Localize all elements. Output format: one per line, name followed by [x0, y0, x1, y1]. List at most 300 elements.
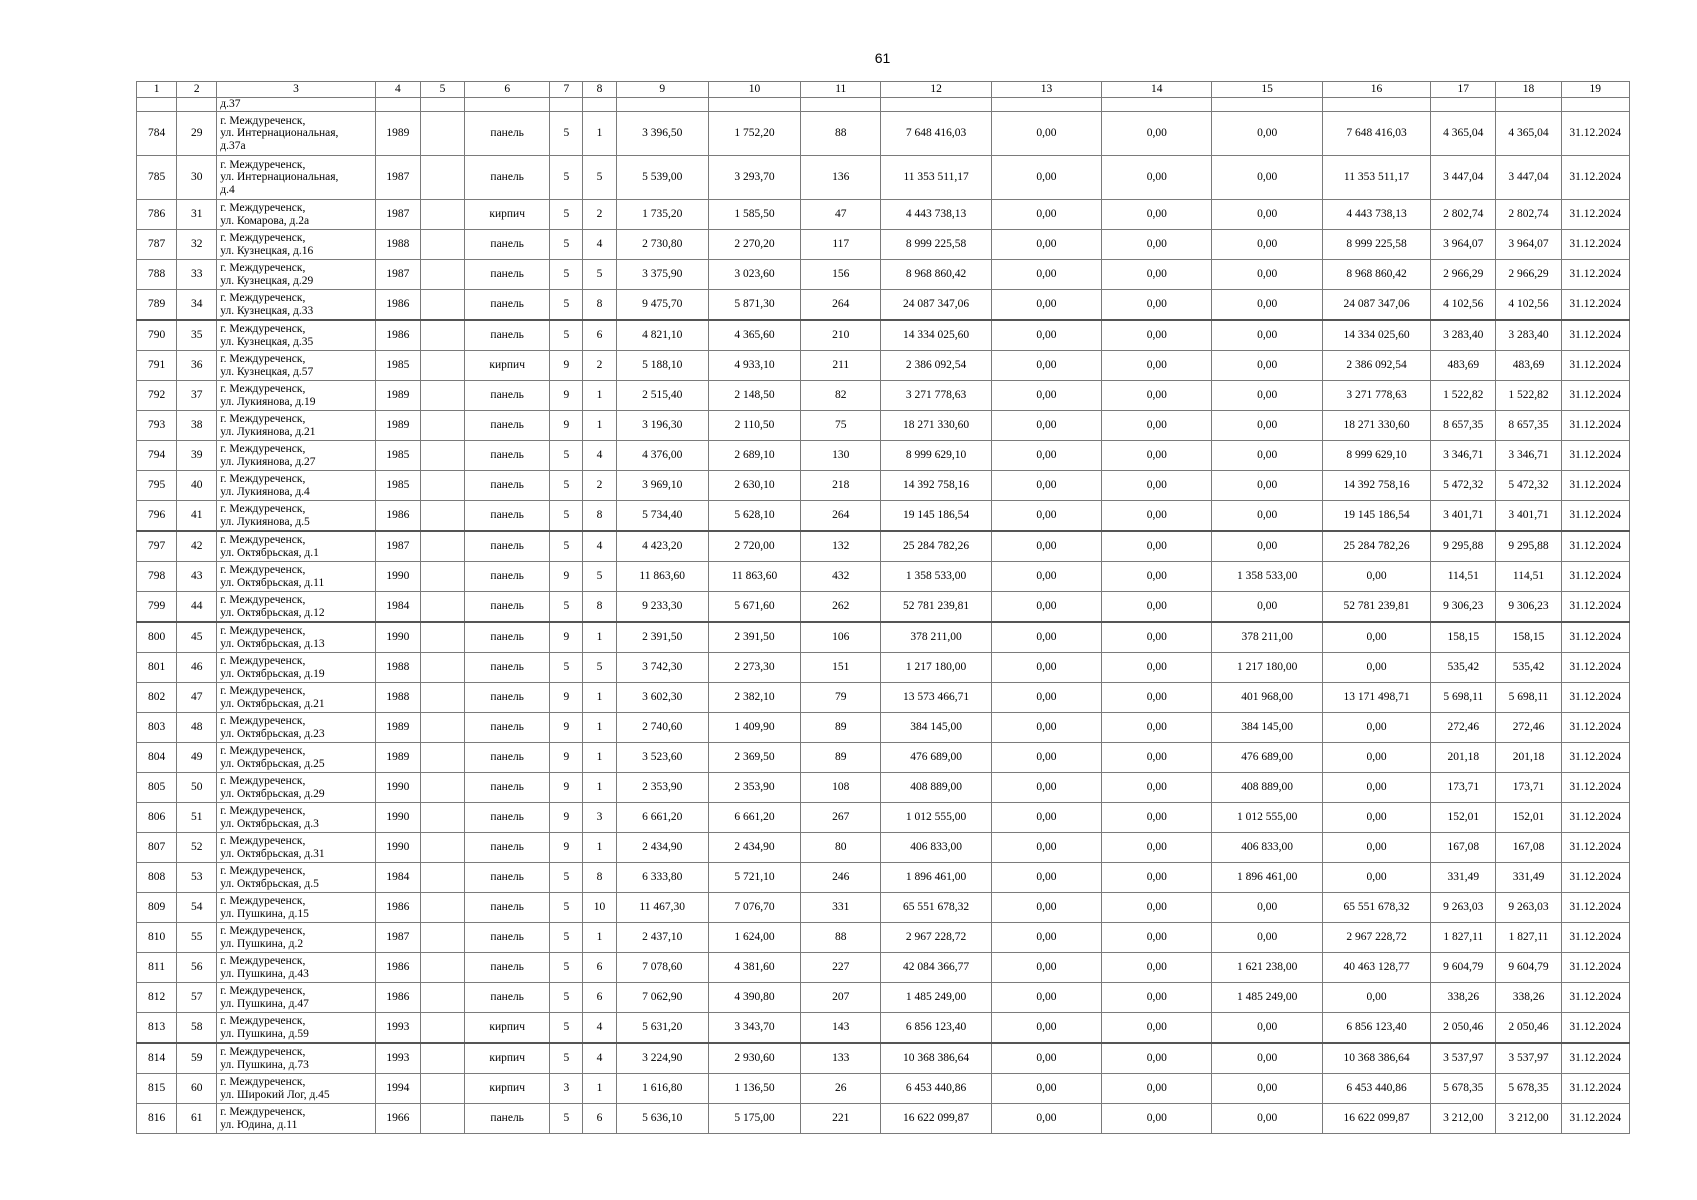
table-cell: 31.12.2024	[1561, 471, 1629, 501]
table-cell: 10	[583, 893, 616, 923]
page-number: 61	[874, 50, 891, 66]
table-cell: 4 443 738,13	[881, 200, 991, 230]
table-cell: 6	[583, 983, 616, 1013]
table-cell: 1 827,11	[1496, 923, 1561, 953]
table-cell: 31.12.2024	[1561, 260, 1629, 290]
table-cell: 2 270,20	[708, 230, 800, 260]
table-cell: 0,00	[1102, 1104, 1212, 1134]
table-cell: 2 369,50	[708, 743, 800, 773]
table-cell: 1993	[375, 1043, 420, 1074]
table-row	[137, 411, 1630, 441]
address-cell: г. Междуреченск, ул. Пушкина, д.15	[217, 893, 376, 923]
table-cell: 1 896 461,00	[881, 863, 991, 893]
table-cell: 16 622 099,87	[1322, 1104, 1430, 1134]
table-cell: 4 423,20	[616, 531, 708, 562]
table-cell: 815	[137, 1074, 177, 1104]
table-cell: 1	[583, 743, 616, 773]
table-cell: 1966	[375, 1104, 420, 1134]
table-cell: 786	[137, 200, 177, 230]
table-cell: 5 698,11	[1431, 683, 1496, 713]
table-cell: 795	[137, 471, 177, 501]
table-cell: 2 050,46	[1431, 1013, 1496, 1044]
table-cell: 535,42	[1431, 653, 1496, 683]
table-cell: 803	[137, 713, 177, 743]
table-cell: 31.12.2024	[1561, 1104, 1629, 1134]
table-cell: 60	[177, 1074, 217, 1104]
table-cell: 0,00	[1102, 531, 1212, 562]
table-cell: 11 353 511,17	[1322, 156, 1430, 200]
table-cell	[420, 953, 464, 983]
table-cell: 3 375,90	[616, 260, 708, 290]
table-cell: 19 145 186,54	[881, 501, 991, 532]
table-cell	[420, 320, 464, 351]
table-cell: 406 833,00	[881, 833, 991, 863]
table-cell: 0,00	[991, 863, 1101, 893]
table-cell: 790	[137, 320, 177, 351]
table-cell: 3 271 778,63	[1322, 381, 1430, 411]
table-cell: панель	[465, 471, 550, 501]
table-cell: 535,42	[1496, 653, 1561, 683]
table-cell: 1	[583, 773, 616, 803]
table-cell: 798	[137, 562, 177, 592]
table-cell: 0,00	[1102, 562, 1212, 592]
table-cell: 0,00	[1102, 743, 1212, 773]
table-cell: 5 871,30	[708, 290, 800, 321]
table-cell	[420, 592, 464, 623]
table-cell: 5	[550, 531, 583, 562]
table-cell: 4 933,10	[708, 351, 800, 381]
table-cell: 3 271 778,63	[881, 381, 991, 411]
table-cell: 1988	[375, 230, 420, 260]
table-cell	[420, 622, 464, 653]
address-cell: г. Междуреченск, ул. Пушкина, д.47	[217, 983, 376, 1013]
table-cell: 791	[137, 351, 177, 381]
table-cell: 9	[550, 381, 583, 411]
table-cell: 59	[177, 1043, 217, 1074]
table-row	[137, 653, 1630, 683]
table-cell: 8 968 860,42	[1322, 260, 1430, 290]
table-cell: 1 616,80	[616, 1074, 708, 1104]
table-cell: 40 463 128,77	[1322, 953, 1430, 983]
table-cell: 11 863,60	[616, 562, 708, 592]
table-cell: 3 396,50	[616, 112, 708, 156]
column-number-header: 7	[550, 82, 583, 98]
table-cell: 5 188,10	[616, 351, 708, 381]
address-cell: г. Междуреченск, ул. Широкий Лог, д.45	[217, 1074, 376, 1104]
table-cell: 0,00	[1102, 803, 1212, 833]
table-cell: 45	[177, 622, 217, 653]
table-cell: 35	[177, 320, 217, 351]
table-cell: 4	[583, 230, 616, 260]
table-cell: 65 551 678,32	[1322, 893, 1430, 923]
table-cell: 0,00	[1212, 1013, 1322, 1044]
table-cell: 47	[801, 200, 881, 230]
table-cell: 0,00	[991, 381, 1101, 411]
table-row	[137, 622, 1630, 653]
table-cell: 2 967 228,72	[1322, 923, 1430, 953]
address-cell: г. Междуреченск, ул. Пушкина, д.43	[217, 953, 376, 983]
table-cell: 6 661,20	[616, 803, 708, 833]
table-cell: панель	[465, 501, 550, 532]
address-cell: г. Междуреченск, ул. Октябрьская, д.29	[217, 773, 376, 803]
table-cell: 0,00	[1322, 833, 1430, 863]
table-row	[137, 441, 1630, 471]
table-cell: 5	[550, 893, 583, 923]
table-cell: 89	[801, 743, 881, 773]
table-cell: 0,00	[991, 653, 1101, 683]
table-cell: 31.12.2024	[1561, 893, 1629, 923]
table-cell: 9	[550, 803, 583, 833]
table-cell: 5 698,11	[1496, 683, 1561, 713]
table-cell: 33	[177, 260, 217, 290]
table-cell: 2 730,80	[616, 230, 708, 260]
table-cell	[420, 713, 464, 743]
table-cell: панель	[465, 923, 550, 953]
table-cell: 25 284 782,26	[1322, 531, 1430, 562]
table-cell: 1993	[375, 1013, 420, 1044]
table-cell	[420, 923, 464, 953]
table-cell: панель	[465, 713, 550, 743]
table-cell: 24 087 347,06	[881, 290, 991, 321]
table-cell: 2	[583, 351, 616, 381]
table-cell: 1 485 249,00	[1212, 983, 1322, 1013]
table-cell: панель	[465, 833, 550, 863]
table-cell: 5 678,35	[1431, 1074, 1496, 1104]
table-cell: 3 346,71	[1496, 441, 1561, 471]
table-cell: 31.12.2024	[1561, 156, 1629, 200]
address-cell: г. Междуреченск, ул. Октябрьская, д.1	[217, 531, 376, 562]
table-cell: 6	[583, 320, 616, 351]
table-cell: 5	[550, 653, 583, 683]
table-cell	[375, 98, 420, 112]
table-row	[137, 290, 1630, 321]
table-row	[137, 351, 1630, 381]
table-cell: панель	[465, 863, 550, 893]
table-cell: 31.12.2024	[1561, 863, 1629, 893]
table-cell: 805	[137, 773, 177, 803]
table-cell: 0,00	[1212, 531, 1322, 562]
table-cell: 2 434,90	[616, 833, 708, 863]
table-cell: 25 284 782,26	[881, 531, 991, 562]
table-cell: 1990	[375, 833, 420, 863]
table-cell: 0,00	[991, 471, 1101, 501]
table-cell: 5 678,35	[1496, 1074, 1561, 1104]
table-cell: 31.12.2024	[1561, 1013, 1629, 1044]
table-cell	[583, 98, 616, 112]
table-cell: 788	[137, 260, 177, 290]
table-cell: 338,26	[1496, 983, 1561, 1013]
table-row	[137, 320, 1630, 351]
table-cell: 50	[177, 773, 217, 803]
table-row	[137, 863, 1630, 893]
table-row	[137, 562, 1630, 592]
table-cell: 207	[801, 983, 881, 1013]
table-cell: 31.12.2024	[1561, 531, 1629, 562]
table-cell: 9 233,30	[616, 592, 708, 623]
table-cell: 3 023,60	[708, 260, 800, 290]
table-cell: 264	[801, 501, 881, 532]
table-cell: 56	[177, 953, 217, 983]
address-cell: г. Междуреченск, ул. Октябрьская, д.21	[217, 683, 376, 713]
table-cell: 0,00	[1102, 773, 1212, 803]
table-cell: 0,00	[1102, 501, 1212, 532]
address-cell: г. Междуреченск, ул. Октябрьская, д.31	[217, 833, 376, 863]
table-row	[137, 1104, 1630, 1134]
table-cell: 1988	[375, 653, 420, 683]
table-cell: 31	[177, 200, 217, 230]
table-cell: 0,00	[991, 562, 1101, 592]
table-cell: 0,00	[991, 592, 1101, 623]
table-cell: 11 863,60	[708, 562, 800, 592]
table-cell: 5	[550, 1013, 583, 1044]
table-cell: 46	[177, 653, 217, 683]
table-cell: 4 390,80	[708, 983, 800, 1013]
table-cell: панель	[465, 683, 550, 713]
table-cell: 1990	[375, 622, 420, 653]
table-cell: 0,00	[1102, 833, 1212, 863]
table-cell: 152,01	[1496, 803, 1561, 833]
table-cell: 57	[177, 983, 217, 1013]
table-cell: 1984	[375, 592, 420, 623]
table-cell: 1 217 180,00	[881, 653, 991, 683]
table-cell: 34	[177, 290, 217, 321]
table-row	[137, 743, 1630, 773]
table-row	[137, 260, 1630, 290]
table-cell: панель	[465, 773, 550, 803]
table-cell: панель	[465, 953, 550, 983]
table-cell: 1988	[375, 683, 420, 713]
table-cell: 0,00	[1102, 923, 1212, 953]
table-cell: 483,69	[1496, 351, 1561, 381]
table-row	[137, 230, 1630, 260]
table-cell	[420, 1043, 464, 1074]
table-cell: 0,00	[991, 411, 1101, 441]
table-cell: 114,51	[1431, 562, 1496, 592]
column-number-header: 8	[583, 82, 616, 98]
table-cell: 3	[583, 803, 616, 833]
table-cell: 31.12.2024	[1561, 1043, 1629, 1074]
table-cell: 133	[801, 1043, 881, 1074]
table-cell: 18 271 330,60	[1322, 411, 1430, 441]
table-cell: 2 630,10	[708, 471, 800, 501]
table-cell: 0,00	[1102, 381, 1212, 411]
table-cell: панель	[465, 441, 550, 471]
table-cell: 6 856 123,40	[881, 1013, 991, 1044]
table-cell: 8 999 225,58	[881, 230, 991, 260]
table-cell: 31.12.2024	[1561, 381, 1629, 411]
table-cell: 813	[137, 1013, 177, 1044]
table-cell: 2 966,29	[1431, 260, 1496, 290]
address-cell: г. Междуреченск, ул. Кузнецкая, д.16	[217, 230, 376, 260]
table-row	[137, 1074, 1630, 1104]
table-cell: 331	[801, 893, 881, 923]
table-cell: 6 333,80	[616, 863, 708, 893]
table-cell: 1989	[375, 381, 420, 411]
address-cell: г. Междуреченск, ул. Октябрьская, д.23	[217, 713, 376, 743]
table-cell: 0,00	[991, 1043, 1101, 1074]
address-cell: г. Междуреченск, ул. Пушкина, д.2	[217, 923, 376, 953]
address-cell: г. Междуреченск, ул. Лукиянова, д.5	[217, 501, 376, 532]
table-cell	[420, 562, 464, 592]
table-cell: 0,00	[1322, 622, 1430, 653]
column-number-header: 13	[991, 82, 1101, 98]
table-cell: 2 434,90	[708, 833, 800, 863]
table-cell: 2	[583, 471, 616, 501]
table-cell: 132	[801, 531, 881, 562]
column-number-header: 5	[420, 82, 464, 98]
table-cell	[420, 230, 464, 260]
table-cell	[1431, 98, 1496, 112]
table-cell: 1 621 238,00	[1212, 953, 1322, 983]
table-cell: 2 930,60	[708, 1043, 800, 1074]
column-number-header: 14	[1102, 82, 1212, 98]
address-cell: г. Междуреченск, ул. Интернациональная, д.37а	[217, 112, 376, 156]
table-cell: 331,49	[1496, 863, 1561, 893]
table-cell: 2 382,10	[708, 683, 800, 713]
table-cell: панель	[465, 893, 550, 923]
table-cell: 0,00	[1102, 441, 1212, 471]
table-cell: 2 386 092,54	[881, 351, 991, 381]
address-cell: г. Междуреченск, ул. Октябрьская, д.12	[217, 592, 376, 623]
table-cell: 6 856 123,40	[1322, 1013, 1430, 1044]
table-cell	[420, 983, 464, 1013]
table-cell: 0,00	[1102, 1043, 1212, 1074]
table-cell: 1 358 533,00	[881, 562, 991, 592]
table-cell: 156	[801, 260, 881, 290]
table-cell	[420, 1074, 464, 1104]
address-cell: г. Междуреченск, ул. Кузнецкая, д.57	[217, 351, 376, 381]
table-cell: 31.12.2024	[1561, 592, 1629, 623]
table-cell: кирпич	[465, 1074, 550, 1104]
table-cell: 1987	[375, 531, 420, 562]
table-cell: 1986	[375, 501, 420, 532]
table-cell: 4	[583, 1043, 616, 1074]
table-cell: 2 148,50	[708, 381, 800, 411]
table-cell: 0,00	[991, 320, 1101, 351]
table-cell: 5	[583, 156, 616, 200]
table-cell: 227	[801, 953, 881, 983]
table-cell: 0,00	[991, 893, 1101, 923]
table-cell	[420, 156, 464, 200]
table-cell: 5	[550, 592, 583, 623]
table-cell: 3 742,30	[616, 653, 708, 683]
table-cell: 0,00	[1102, 320, 1212, 351]
table-cell: 0,00	[1212, 1043, 1322, 1074]
table-cell: 158,15	[1496, 622, 1561, 653]
table-cell: 4	[583, 1013, 616, 1044]
table-cell	[465, 98, 550, 112]
table-cell: 80	[801, 833, 881, 863]
table-cell: 167,08	[1496, 833, 1561, 863]
table-cell: 483,69	[1431, 351, 1496, 381]
address-cell: г. Междуреченск, ул. Интернациональная, д.4	[217, 156, 376, 200]
table-cell: 785	[137, 156, 177, 200]
table-cell: 272,46	[1496, 713, 1561, 743]
table-cell: 0,00	[991, 683, 1101, 713]
table-cell: 3 293,70	[708, 156, 800, 200]
table-cell: 1986	[375, 320, 420, 351]
table-cell: 246	[801, 863, 881, 893]
table-cell: 31.12.2024	[1561, 351, 1629, 381]
table-cell: 796	[137, 501, 177, 532]
table-cell: 9	[550, 683, 583, 713]
table-cell: 13 171 498,71	[1322, 683, 1430, 713]
table-cell: 24 087 347,06	[1322, 290, 1430, 321]
table-cell: 1987	[375, 200, 420, 230]
column-number-row	[137, 82, 1630, 98]
table-cell: 167,08	[1431, 833, 1496, 863]
address-cell: г. Междуреченск, ул. Кузнецкая, д.35	[217, 320, 376, 351]
table-cell	[420, 683, 464, 713]
table-cell: 5 539,00	[616, 156, 708, 200]
table-cell: 136	[801, 156, 881, 200]
table-cell: 14 334 025,60	[881, 320, 991, 351]
table-cell: 0,00	[1102, 471, 1212, 501]
table-cell: 31.12.2024	[1561, 1074, 1629, 1104]
table-cell: 1986	[375, 983, 420, 1013]
table-cell: 173,71	[1431, 773, 1496, 803]
table-cell: 108	[801, 773, 881, 803]
table-row	[137, 713, 1630, 743]
table-cell: 211	[801, 351, 881, 381]
continuation-address: д.37	[217, 98, 376, 112]
table-cell: 0,00	[1102, 351, 1212, 381]
table-cell: 0,00	[1212, 230, 1322, 260]
table-cell: 9	[550, 351, 583, 381]
table-cell: 31.12.2024	[1561, 562, 1629, 592]
table-cell: 31.12.2024	[1561, 953, 1629, 983]
table-cell: 789	[137, 290, 177, 321]
table-cell: 47	[177, 683, 217, 713]
table-cell: 42 084 366,77	[881, 953, 991, 983]
table-cell: 3 343,70	[708, 1013, 800, 1044]
column-number-header: 17	[1431, 82, 1496, 98]
table-cell: 794	[137, 441, 177, 471]
table-cell: 3 964,07	[1496, 230, 1561, 260]
table-cell: 75	[801, 411, 881, 441]
address-cell: г. Междуреченск, ул. Октябрьская, д.5	[217, 863, 376, 893]
table-cell: 793	[137, 411, 177, 441]
table-cell: 0,00	[991, 622, 1101, 653]
table-cell: 8	[583, 592, 616, 623]
table-cell: 3 212,00	[1496, 1104, 1561, 1134]
table-cell: 814	[137, 1043, 177, 1074]
table-cell: 43	[177, 562, 217, 592]
table-cell: 0,00	[991, 1074, 1101, 1104]
table-cell	[420, 471, 464, 501]
table-cell: 811	[137, 953, 177, 983]
table-cell: 5	[550, 200, 583, 230]
address-cell: г. Междуреченск, ул. Октябрьская, д.19	[217, 653, 376, 683]
table-cell: 53	[177, 863, 217, 893]
table-cell: кирпич	[465, 1013, 550, 1044]
table-cell: 39	[177, 441, 217, 471]
table-cell: 0,00	[1322, 713, 1430, 743]
table-cell	[420, 893, 464, 923]
table-cell: 4 365,60	[708, 320, 800, 351]
table-cell: 4	[583, 441, 616, 471]
table-cell: 0,00	[1102, 1074, 1212, 1104]
table-cell: панель	[465, 411, 550, 441]
table-row	[137, 1043, 1630, 1074]
table-cell: 31.12.2024	[1561, 411, 1629, 441]
table-cell: 7 648 416,03	[881, 112, 991, 156]
table-cell: 9	[550, 713, 583, 743]
table-cell: 6 661,20	[708, 803, 800, 833]
table-cell: 799	[137, 592, 177, 623]
table-cell: 31.12.2024	[1561, 803, 1629, 833]
table-cell: 9	[550, 562, 583, 592]
